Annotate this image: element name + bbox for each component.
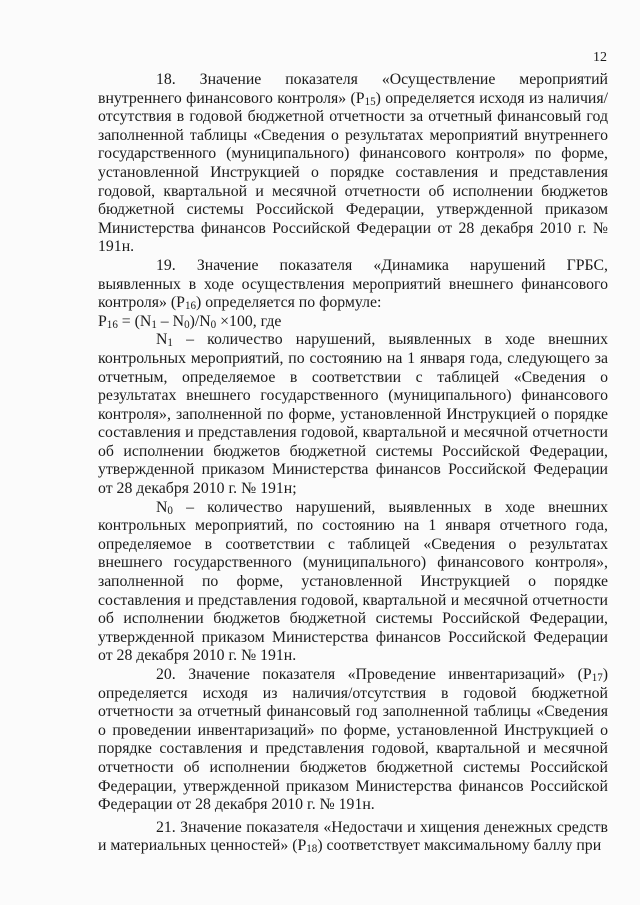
formula-p16: $P_{16} = (N_1 - N_0)/N_0 \times 100$, где: [98, 312, 282, 331]
document-body: [98, 71, 608, 856]
paragraph-20: 20. Значение показателя «Проведение инвентаризаций» $(P_{17})$ определяется исходя из наличия/отсутствия в годовой бюджетной отчетности за отчетный финансовый год заполненной таблицы «Сведения о проведении инвентаризаций» по форме, установленной Инструкцией о порядке составления и представления годовой, квартальной и месячной отчетности об исполнении бюджетов бюджетной системы Российской Федерации, утвержденной приказом Министерства финансов Российской Федерации от 28 декабря 2010 г. № 191н.: [98, 666, 608, 814]
paragraph-18: 18. Значение показателя «Осуществление мероприятий внутреннего финансового контроля» $(P_{15})$ определяется исходя из наличия/отсутствия в годовой бюджетной отчетности за отчетный финансовый год заполненной таблицы «Сведения о результатах мероприятий внутреннего государственного (муниципального) финансового контроля» по форме, установленной Инструкцией о порядке составления и представления годовой, квартальной и месячной отчетности об исполнении бюджетов бюджетной системы Российской Федерации, утвержденной приказом Министерства финансов Российской Федерации от 28 декабря 2010 г. № 191н.: [98, 71, 609, 256]
page-number: 12: [593, 50, 607, 65]
paragraph-21: 21. Значение показателя «Недостачи и хищения денежных средств и материальных ценностей» $(P_{18})$ соответствует максимальному баллу при: [98, 818, 608, 856]
definition-n1: $N_1$ – количество нарушений, выявленных в ходе внешних контрольных мероприятий, по состоянию на 1 января года, следующего за отчетным, определяемое в соответствии с таблицей «Сведения о результатах внешнего государственного (муниципального) финансового контроля», заполненной по форме, установленной Инструкцией о порядке составления и представления годовой, квартальной и месячной отчетности об исполнении бюджетов бюджетной системы Российской Федерации, утвержденной приказом Министерства финансов Российской Федерации от 28 декабря 2010 г. № 191н;: [98, 331, 608, 498]
definition-n0: $N_0$ – количество нарушений, выявленных в ходе внешних контрольных мероприятий, по состоянию на 1 января отчетного года, определяемое в соответствии с таблицей «Сведения о результатах внешнего государственного (муниципального) финансового контроля», заполненной по форме, установленной Инструкцией о порядке составления и представления годовой, квартальной и месячной отчетности об исполнении бюджетов бюджетной системы Российской Федерации, утвержденной приказом Министерства финансов Российской Федерации от 28 декабря 2010 г. № 191н.: [98, 498, 608, 665]
paragraph-19: 19. Значение показателя «Динамика нарушений ГРБС, выявленных в ходе осуществления мероприятий внешнего финансового контроля» $(P_{16})$ определяется по формуле:: [98, 256, 608, 313]
